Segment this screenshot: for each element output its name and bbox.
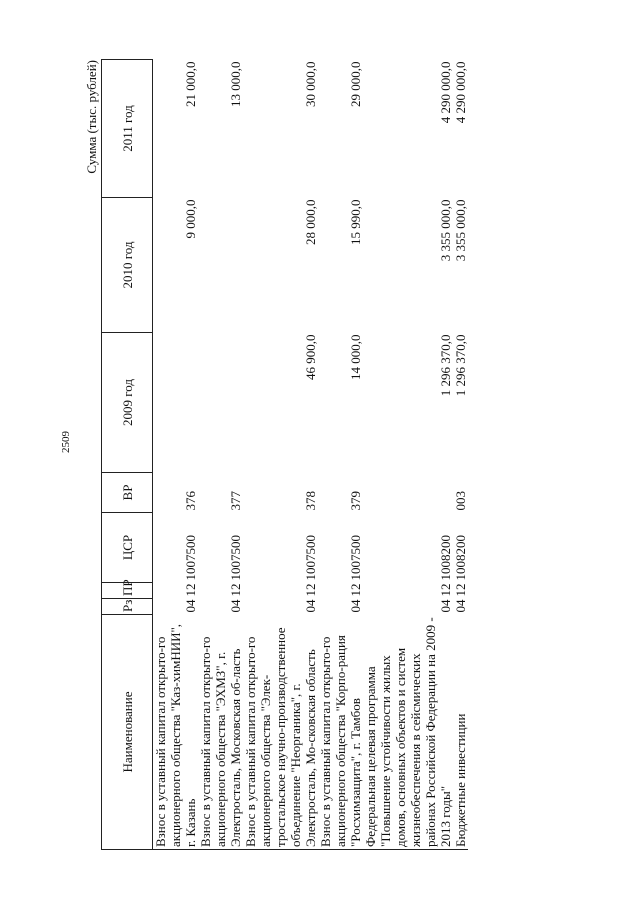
row-2009: 46 900,0 — [303, 334, 318, 380]
row-rz: 04 — [348, 599, 363, 613]
header-pr: ПР — [102, 583, 153, 599]
page-number: 2509 — [60, 431, 72, 453]
table-row — [243, 60, 318, 850]
header-vr: ВР — [102, 473, 153, 513]
row-rz: 04 — [438, 599, 453, 613]
row-2011: 30 000,0 — [303, 61, 318, 107]
row-2010: 3 355 000,0 — [438, 199, 453, 262]
row-name: Взнос в уставный капитал открыто-го акционерного общества "ЭХМЗ", г. Электросталь, Московская об-ласть — [198, 615, 243, 850]
row-pr: 12 — [303, 583, 318, 597]
row-pr: 12 — [183, 583, 198, 597]
row-2010: 15 990,0 — [348, 199, 363, 245]
row-2009 — [198, 333, 243, 473]
row-name: Взнос в уставный капитал открыто-го акционерного общества "Корпо-рация "Росхимзащита", г. Тамбов — [318, 615, 363, 850]
row-rz: 04 — [303, 599, 318, 613]
row-csr: 1007500 — [228, 535, 243, 581]
table-row — [198, 60, 243, 850]
row-name: Федеральная целевая программа "Повышение устойчивости жилых домов, основных объектов и систем жизнеобеспечения в сейсмических районах Российской Федерации на 2009 - 2013 годы" — [363, 615, 453, 850]
row-name: Взнос в уставный капитал открыто-го акционерного общества "Элек-тростальское научно-производственное объединение "Неорганика", г. Электросталь, Мо-сковская область — [243, 615, 318, 850]
table-row — [363, 60, 453, 850]
row-2011: 21 000,0 — [183, 61, 198, 107]
header-2010: 2010 год — [102, 198, 153, 333]
row-name: Бюджетные инвестиции — [453, 615, 468, 850]
row-rz: 04 — [183, 599, 198, 613]
header-name: Наименование — [102, 615, 153, 850]
row-vr: 376 — [183, 491, 198, 511]
header-2011: 2011 год — [102, 60, 153, 198]
row-pr: 12 — [438, 583, 453, 597]
row-2011: 13 000,0 — [228, 61, 243, 107]
row-2009: 1 296 370,0 — [438, 334, 453, 397]
budget-table-sheet — [85, 60, 590, 850]
budget-table — [101, 59, 468, 850]
row-2011: 29 000,0 — [348, 61, 363, 107]
row-pr: 12 — [453, 583, 468, 597]
header-csr: ЦСР — [102, 513, 153, 583]
header-rz: Рз — [102, 599, 153, 615]
row-2010: 3 355 000,0 — [453, 199, 468, 262]
row-2010: 28 000,0 — [303, 199, 318, 245]
row-vr: 003 — [453, 491, 468, 511]
row-vr — [363, 473, 453, 513]
row-2009 — [153, 333, 199, 473]
row-2011: 4 290 000,0 — [438, 61, 453, 124]
row-pr: 12 — [348, 583, 363, 597]
row-2009: 1 296 370,0 — [453, 334, 468, 397]
row-2009: 14 000,0 — [348, 334, 363, 380]
header-2009: 2009 год — [102, 333, 153, 473]
row-csr: 1007500 — [183, 535, 198, 581]
table-row — [153, 60, 199, 850]
row-vr: 379 — [348, 491, 363, 511]
row-csr: 1007500 — [348, 535, 363, 581]
row-vr: 377 — [228, 491, 243, 511]
row-rz: 04 — [228, 599, 243, 613]
header-row — [102, 60, 153, 850]
row-2010 — [198, 198, 243, 333]
units-caption: Сумма (тыс. рублей) — [84, 60, 99, 174]
row-csr: 1008200 — [453, 535, 468, 581]
row-2011: 4 290 000,0 — [453, 61, 468, 124]
row-csr: 1007500 — [303, 535, 318, 581]
row-name: Взнос в уставный капитал открыто-го акционерного общества "Каз-химНИИ", г. Казань — [153, 615, 199, 850]
row-csr: 1008200 — [438, 535, 453, 581]
row-pr: 12 — [228, 583, 243, 597]
table-row — [318, 60, 363, 850]
row-2010: 9 000,0 — [183, 199, 198, 239]
row-vr: 378 — [303, 491, 318, 511]
row-rz: 04 — [453, 599, 468, 613]
table-row — [453, 60, 468, 850]
